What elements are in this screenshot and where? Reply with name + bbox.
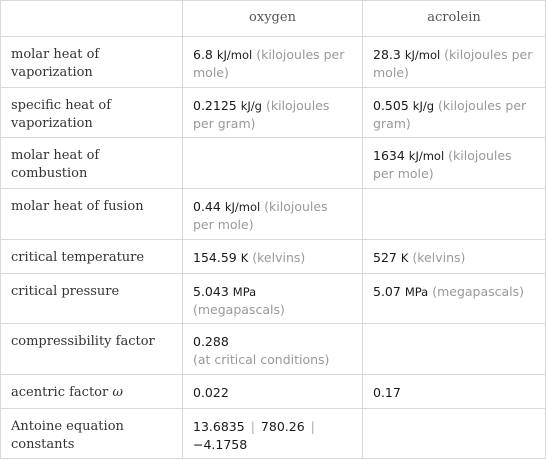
- acrolein-cell: [363, 324, 546, 375]
- row-label: Antoine equation constants: [1, 409, 183, 459]
- row-label: molar heat of vaporization: [1, 37, 183, 88]
- table-row: [1, 324, 546, 375]
- unit: kJ/mol: [216, 48, 253, 62]
- value: 0.2125: [193, 98, 237, 113]
- unit-name: (kilojoules per mole): [193, 47, 345, 80]
- row-label: [1, 375, 183, 409]
- table-row: [1, 88, 546, 138]
- condition-note: (at critical conditions): [193, 352, 330, 367]
- unit: K: [400, 251, 409, 265]
- acrolein-cell: [363, 409, 546, 459]
- table-row: [1, 240, 546, 274]
- value: 0.505: [373, 98, 409, 113]
- unit: kJ/mol: [404, 48, 441, 62]
- table-row: [1, 375, 546, 409]
- oxygen-cell: [183, 324, 363, 375]
- unit-name: (kilojoules per gram): [373, 98, 527, 131]
- row-label: critical temperature: [1, 240, 183, 274]
- omega-symbol: ω: [112, 385, 123, 400]
- value: 154.59: [193, 250, 237, 265]
- unit: kJ/mol: [224, 200, 261, 214]
- header-oxygen: oxygen: [183, 1, 363, 37]
- table-row: [1, 37, 546, 88]
- value: 1634: [373, 148, 405, 163]
- table-row: [1, 138, 546, 189]
- header-row: [1, 1, 546, 37]
- oxygen-cell: [183, 240, 363, 274]
- unit: kJ/g: [412, 99, 435, 113]
- unit-name: (kilojoules per mole): [373, 47, 533, 80]
- oxygen-cell: [183, 375, 363, 409]
- oxygen-cell: [183, 88, 363, 138]
- acrolein-cell: [363, 138, 546, 189]
- antoine-a: 13.6835: [193, 419, 245, 434]
- unit-name: (kelvins): [412, 250, 466, 265]
- value: 28.3: [373, 47, 401, 62]
- header-acrolein: acrolein: [363, 1, 546, 37]
- value: 0.022: [193, 385, 229, 400]
- oxygen-cell: [183, 138, 363, 189]
- oxygen-cell: [183, 189, 363, 240]
- unit: kJ/mol: [408, 149, 445, 163]
- acrolein-cell: [363, 274, 546, 324]
- antoine-b: 780.26: [260, 419, 305, 434]
- acrolein-cell: [363, 88, 546, 138]
- unit-name: (kilojoules per mole): [373, 148, 512, 181]
- acrolein-cell: [363, 189, 546, 240]
- value: 527: [373, 250, 397, 265]
- unit: K: [240, 251, 249, 265]
- row-label: molar heat of fusion: [1, 189, 183, 240]
- unit: MPa: [404, 285, 429, 299]
- acrolein-cell: [363, 37, 546, 88]
- row-label: critical pressure: [1, 274, 183, 324]
- oxygen-cell: [183, 409, 363, 459]
- value: 0.288: [193, 334, 229, 349]
- row-label: specific heat of vaporization: [1, 88, 183, 138]
- separator: |: [310, 419, 315, 434]
- unit: kJ/g: [240, 99, 262, 113]
- value: 5.07: [373, 284, 401, 299]
- value: 6.8: [193, 47, 213, 62]
- acrolein-cell: [363, 240, 546, 274]
- value: 5.043: [193, 284, 229, 299]
- separator: |: [250, 419, 255, 434]
- unit-name: (kilojoules per gram): [193, 98, 330, 131]
- row-label-text: acentric factor: [11, 385, 109, 400]
- unit-name: (megapascals): [193, 302, 285, 317]
- table-row: [1, 189, 546, 240]
- unit-name: (kilojoules per mole): [193, 199, 328, 232]
- header-blank-cell: [1, 1, 183, 37]
- antoine-c: −4.1758: [193, 437, 248, 452]
- table-row: [1, 409, 546, 459]
- row-label: molar heat of combustion: [1, 138, 183, 189]
- unit-name: (kelvins): [252, 250, 306, 265]
- oxygen-cell: [183, 274, 363, 324]
- oxygen-cell: [183, 37, 363, 88]
- table-row: [1, 274, 546, 324]
- unit: MPa: [232, 285, 257, 299]
- acrolein-cell: [363, 375, 546, 409]
- value: 0.44: [193, 199, 221, 214]
- value: 0.17: [373, 385, 401, 400]
- row-label: compressibility factor: [1, 324, 183, 375]
- unit-name: (megapascals): [432, 284, 525, 299]
